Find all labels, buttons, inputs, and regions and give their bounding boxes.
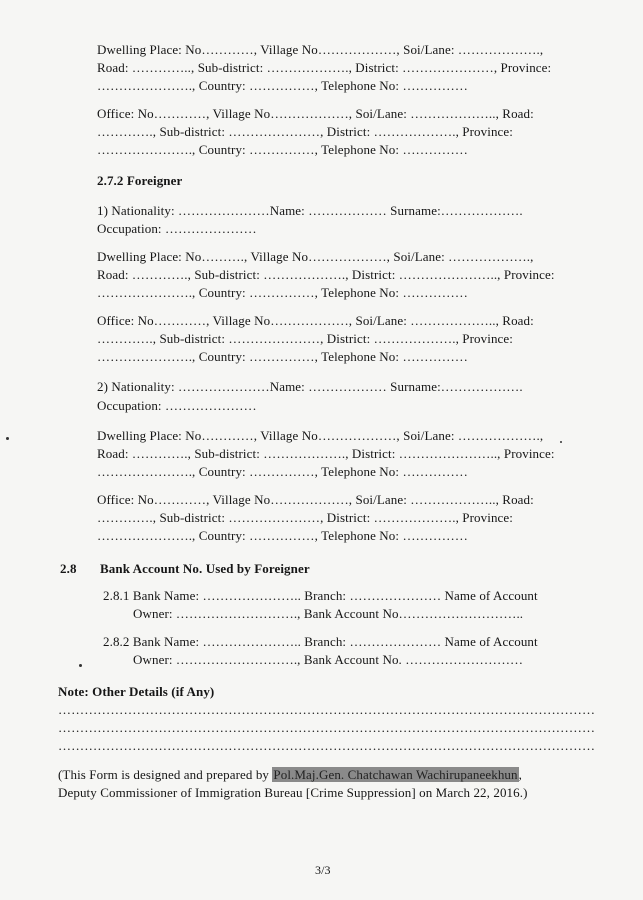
note-heading: Note: Other Details (if Any) [58,684,215,699]
office-line-3: …………………., Country: ……………, Telephone No: …………… [97,142,468,157]
section-heading-foreigner: 2.7.2 Foreigner [97,173,183,188]
foreigner-2-office-line-3: …………………., Country: ……………, Telephone No: …………… [97,528,468,543]
note-dotted-line-3: …………………………………………………………………………………………………………… [58,738,596,753]
dwelling-place-line-3: …………………., Country: ……………, Telephone No: …………… [97,78,468,93]
note-dotted-line-2: …………………………………………………………………………………………………………… [58,720,596,735]
dwelling-place-line-1: Dwelling Place: No…………, Village No………………, Soi/Lane: ………………., [97,42,544,57]
scan-speck [79,664,82,667]
footer-comma: , [518,767,522,782]
scan-speck [6,437,9,440]
page-number: 3/3 [315,863,331,877]
foreigner-1-dwelling-line-3: …………………., Country: ……………, Telephone No: …………… [97,285,468,300]
foreigner-2-dwelling-line-1: Dwelling Place: No…………, Village No………………, Soi/Lane: ………………., [97,428,544,443]
foreigner-2-occupation-line: Occupation: ………………… [97,398,257,413]
note-dotted-line-1: …………………………………………………………………………………………………………… [58,702,596,717]
highlighted-name: Pol.Maj.Gen. Chatchawan Wachirupaneekhun [273,767,518,782]
foreigner-2-office-line-2: …………., Sub-district: …………………, District: ………………., Province: [97,510,514,525]
footer-credit-line-1 [58,767,522,783]
foreigner-1-nationality-line: 1) Nationality: …………………Name: ……………… Surname:………………. [97,203,523,218]
dwelling-place-line-2: Road: ………….., Sub-district: ………………., District: …………………, Province: [97,60,552,75]
office-line-2: …………., Sub-district: …………………, District: ………………., Province: [97,124,514,139]
foreigner-1-office-line-3: …………………., Country: ……………, Telephone No: …………… [97,349,468,364]
foreigner-2-dwelling-line-3: …………………., Country: ……………, Telephone No: …………… [97,464,468,479]
foreigner-1-dwelling-line-1: Dwelling Place: No………., Village No………………, Soi/Lane: ………………., [97,249,534,264]
foreigner-1-occupation-line: Occupation: ………………… [97,221,257,236]
foreigner-2-dwelling-line-2: Road: …………., Sub-district: ………………., District: ………………….., Province: [97,446,555,461]
bank-2-line-1: 2.8.2 Bank Name: ………………….. Branch: ………………… Name of Account [103,634,538,649]
office-line-1: Office: No…………, Village No………………, Soi/Lane: ……………….., Road: [97,106,534,121]
scan-speck [560,441,562,443]
foreigner-2-office-line-1: Office: No…………, Village No………………, Soi/Lane: ……………….., Road: [97,492,534,507]
bank-1-line-1: 2.8.1 Bank Name: ………………….. Branch: ………………… Name of Account [103,588,538,603]
foreigner-1-office-line-1: Office: No…………, Village No………………, Soi/Lane: ……………….., Road: [97,313,534,328]
bank-1-line-2: Owner: ………………………., Bank Account No……………………….. [133,606,524,621]
bank-2-line-2: Owner: ………………………., Bank Account No. ……………………… [133,652,524,667]
footer-credit-text: (This Form is designed and prepared by [58,767,273,782]
foreigner-2-nationality-line: 2) Nationality: …………………Name: ……………… Surname:………………. [97,379,523,394]
foreigner-1-dwelling-line-2: Road: …………., Sub-district: ………………., District: ………………….., Province: [97,267,555,282]
section-number-2-8: 2.8 [60,561,77,576]
section-heading-bank-account: Bank Account No. Used by Foreigner [100,561,310,576]
foreigner-1-office-line-2: …………., Sub-district: …………………, District: ………………., Province: [97,331,514,346]
footer-credit-line-2: Deputy Commissioner of Immigration Bureau [Crime Suppression] on March 22, 2016.) [58,785,528,800]
